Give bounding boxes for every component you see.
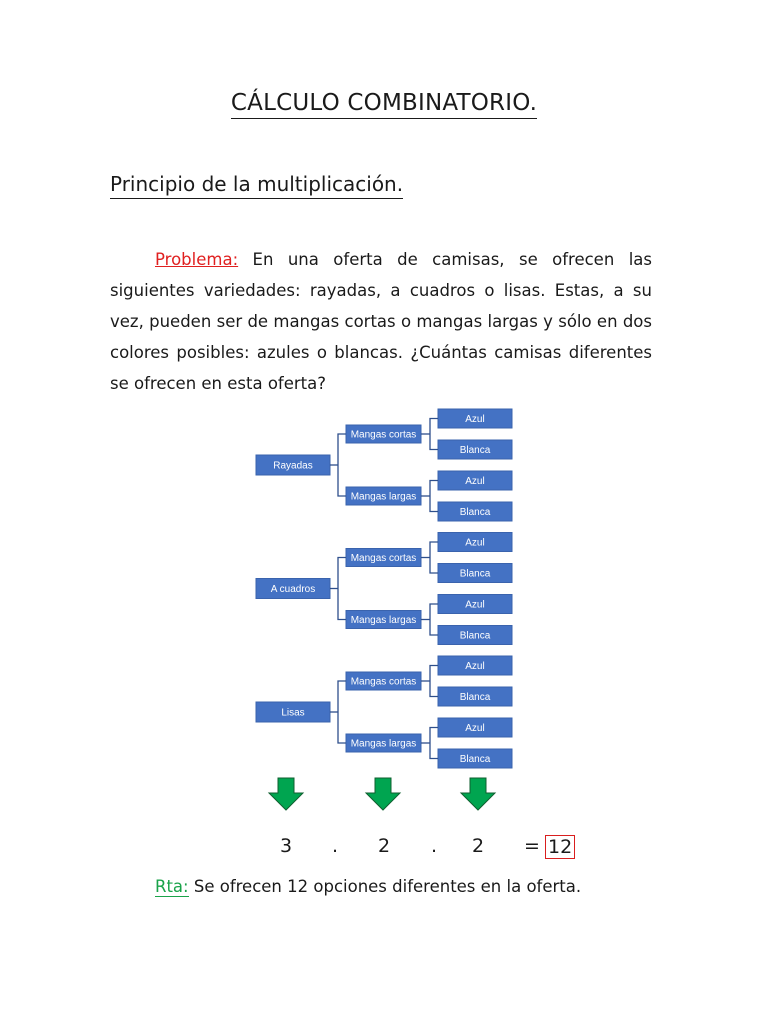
color-node-azul	[438, 533, 512, 552]
connector-line	[430, 728, 438, 759]
connector-line	[338, 434, 346, 496]
color-node-blanca-label: Blanca	[459, 630, 491, 642]
color-node-blanca	[438, 502, 512, 521]
sleeve-node-long-label: Mangas largas	[350, 738, 417, 750]
sleeve-node-long	[346, 611, 421, 629]
color-node-blanca	[438, 564, 512, 583]
factor-patterns: 3	[280, 835, 293, 857]
problem-label: Problema:	[155, 250, 239, 269]
sleeve-node-long	[346, 487, 421, 505]
color-node-blanca-label: Blanca	[459, 754, 491, 765]
connector-line	[430, 419, 438, 450]
color-node-blanca	[438, 749, 512, 768]
down-arrow-icon	[461, 778, 495, 810]
factor-sleeves: 2	[378, 835, 391, 857]
sleeve-node-long	[346, 734, 421, 752]
pattern-node	[256, 702, 330, 722]
connector-line	[430, 481, 438, 512]
connector-line	[338, 681, 346, 743]
color-node-azul	[438, 595, 512, 614]
problem-text: En una oferta de camisas, se ofrecen las siguientes variedades: rayadas, a cuadros o lisas. Estas, a su vez, pueden ser de mangas cortas o mangas largas y sólo en dos colores posibles: azules o blancas. ¿Cuántas camisas diferentes se ofrecen en esta oferta?	[110, 250, 652, 393]
color-node-azul-label: Azul	[465, 476, 485, 487]
result-box: 12	[545, 835, 575, 859]
color-node-blanca	[438, 626, 512, 645]
color-node-azul	[438, 718, 512, 737]
color-node-blanca-label: Blanca	[459, 507, 491, 518]
color-node-azul	[438, 471, 512, 490]
color-node-azul	[438, 409, 512, 428]
sleeve-node-short	[346, 672, 421, 690]
sleeve-node-short-label: Mangas cortas	[350, 553, 417, 564]
sleeve-node-short-label: Mangas cortas	[350, 429, 417, 441]
pattern-node-label: Lisas	[281, 707, 305, 719]
sleeve-node-short-label: Mangas cortas	[350, 676, 417, 688]
connector-line	[430, 542, 438, 573]
answer-text: Se ofrecen 12 opciones diferentes en la oferta.	[193, 877, 582, 896]
sleeve-node-short	[346, 425, 421, 443]
connector-line	[430, 604, 438, 635]
color-node-blanca-label: Blanca	[459, 568, 491, 580]
equals-sign: =	[524, 835, 540, 857]
color-node-azul-label: Azul	[465, 599, 485, 611]
down-arrow-icon	[269, 778, 303, 810]
down-arrow-icon	[366, 778, 400, 810]
color-node-blanca-label: Blanca	[459, 445, 491, 456]
color-node-blanca-label: Blanca	[459, 692, 491, 703]
section-heading: Principio de la multiplicación.	[110, 172, 403, 199]
answer-label: Rta:	[155, 877, 189, 896]
color-node-blanca	[438, 687, 512, 706]
factor-colors: 2	[472, 835, 485, 857]
answer-line	[155, 877, 581, 896]
pattern-node-label: Rayadas	[273, 460, 313, 472]
connector-line	[338, 558, 346, 620]
color-node-azul	[438, 656, 512, 675]
color-node-blanca	[438, 440, 512, 459]
multiply-dot-1: .	[332, 835, 339, 857]
color-node-azul-label: Azul	[465, 723, 485, 734]
pattern-node	[256, 455, 330, 475]
pattern-node	[256, 579, 330, 599]
sleeve-node-long-label: Mangas largas	[350, 491, 417, 503]
color-node-azul-label: Azul	[465, 537, 485, 549]
color-node-azul-label: Azul	[465, 414, 485, 425]
sleeve-node-long-label: Mangas largas	[350, 615, 417, 626]
connector-line	[430, 666, 438, 697]
color-node-azul-label: Azul	[465, 661, 485, 672]
multiply-dot-2: .	[431, 835, 438, 857]
document-title: CÁLCULO COMBINATORIO.	[231, 90, 537, 119]
pattern-node-label: A cuadros	[270, 584, 316, 595]
sleeve-node-short	[346, 549, 421, 567]
